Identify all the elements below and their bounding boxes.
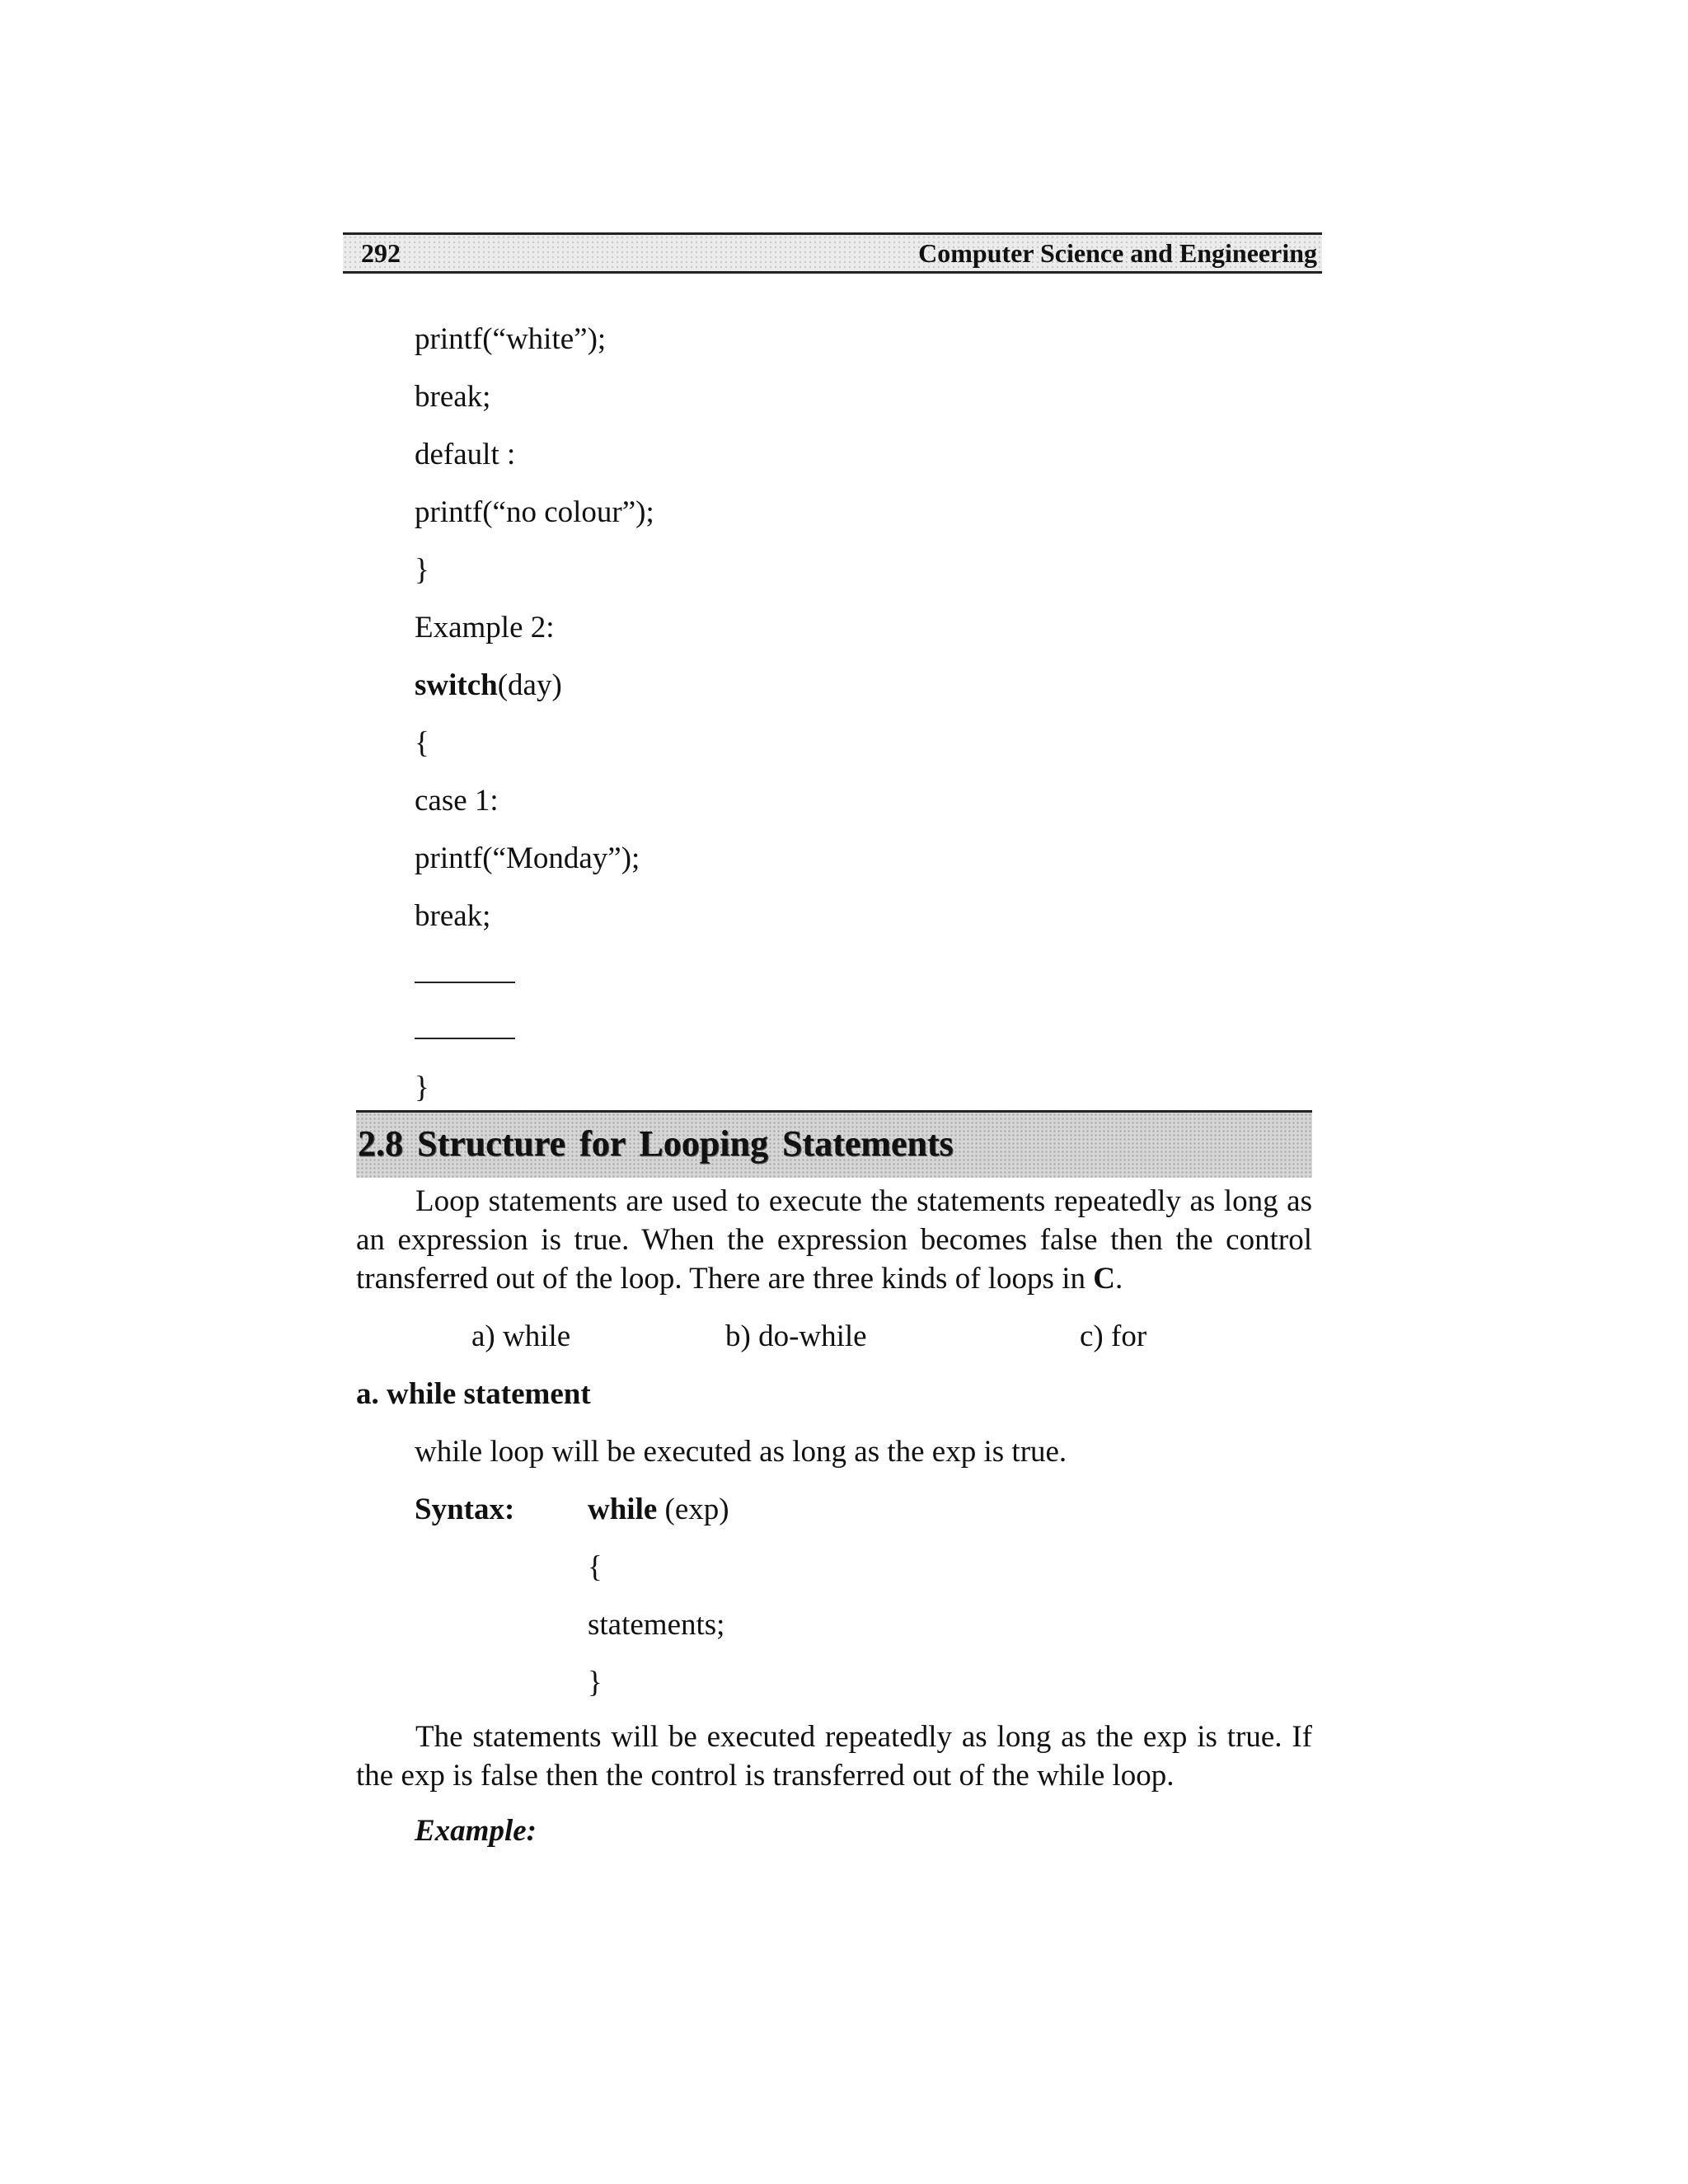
code-line: printf(“no colour”); [415,495,654,529]
loop-kind-do-while: b) do-while [725,1319,867,1353]
example-heading: Example: [415,1814,537,1848]
syntax-open-brace: { [588,1550,603,1584]
code-line: case 1: [415,784,499,818]
switch-argument: (day) [497,668,562,702]
page-header [343,232,1322,274]
code-line: break; [415,899,491,933]
syntax-body: statements; [588,1608,725,1642]
code-line: break; [415,380,491,414]
switch-keyword: switch [415,668,498,702]
while-keyword: while [588,1493,658,1526]
page-number: 292 [361,238,401,268]
code-line: printf(“white”); [415,322,607,356]
section-heading-bar [356,1110,1312,1178]
code-line [415,668,562,704]
subsection-heading: a. while statement [356,1377,591,1411]
while-description: while loop will be executed as long as the exp is true. [415,1435,1067,1469]
loop-kind-for: c) for [1080,1319,1147,1353]
book-title: Computer Science and Engineering [918,238,1317,268]
loop-kind-while: a) while [471,1319,571,1353]
intro-paragraph: Loop statements are used to execute the statements repeatedly as long as an expression is true. When the expression becomes false then the control transferred out of the loop. There are three kinds of loops in C. [356,1184,1312,1296]
code-line: default : [415,438,516,471]
code-line: } [415,1071,429,1104]
syntax-label: Syntax: [415,1493,515,1526]
section-heading: 2.8 Structure for Looping Statements [358,1123,954,1164]
example-label: Example 2: [415,611,555,644]
code-line: } [415,553,429,587]
explanation-paragraph: The statements will be executed repeatedly as long as the exp is true. If the exp is false then the control is transferred out of the while loop. [356,1720,1312,1793]
code-line: printf(“Monday”); [415,841,640,875]
syntax-close-brace: } [588,1666,603,1699]
blank-line [415,956,515,992]
code-line: { [415,726,429,760]
blank-line [415,1012,515,1048]
syntax-while-line: while (exp) [588,1493,729,1526]
